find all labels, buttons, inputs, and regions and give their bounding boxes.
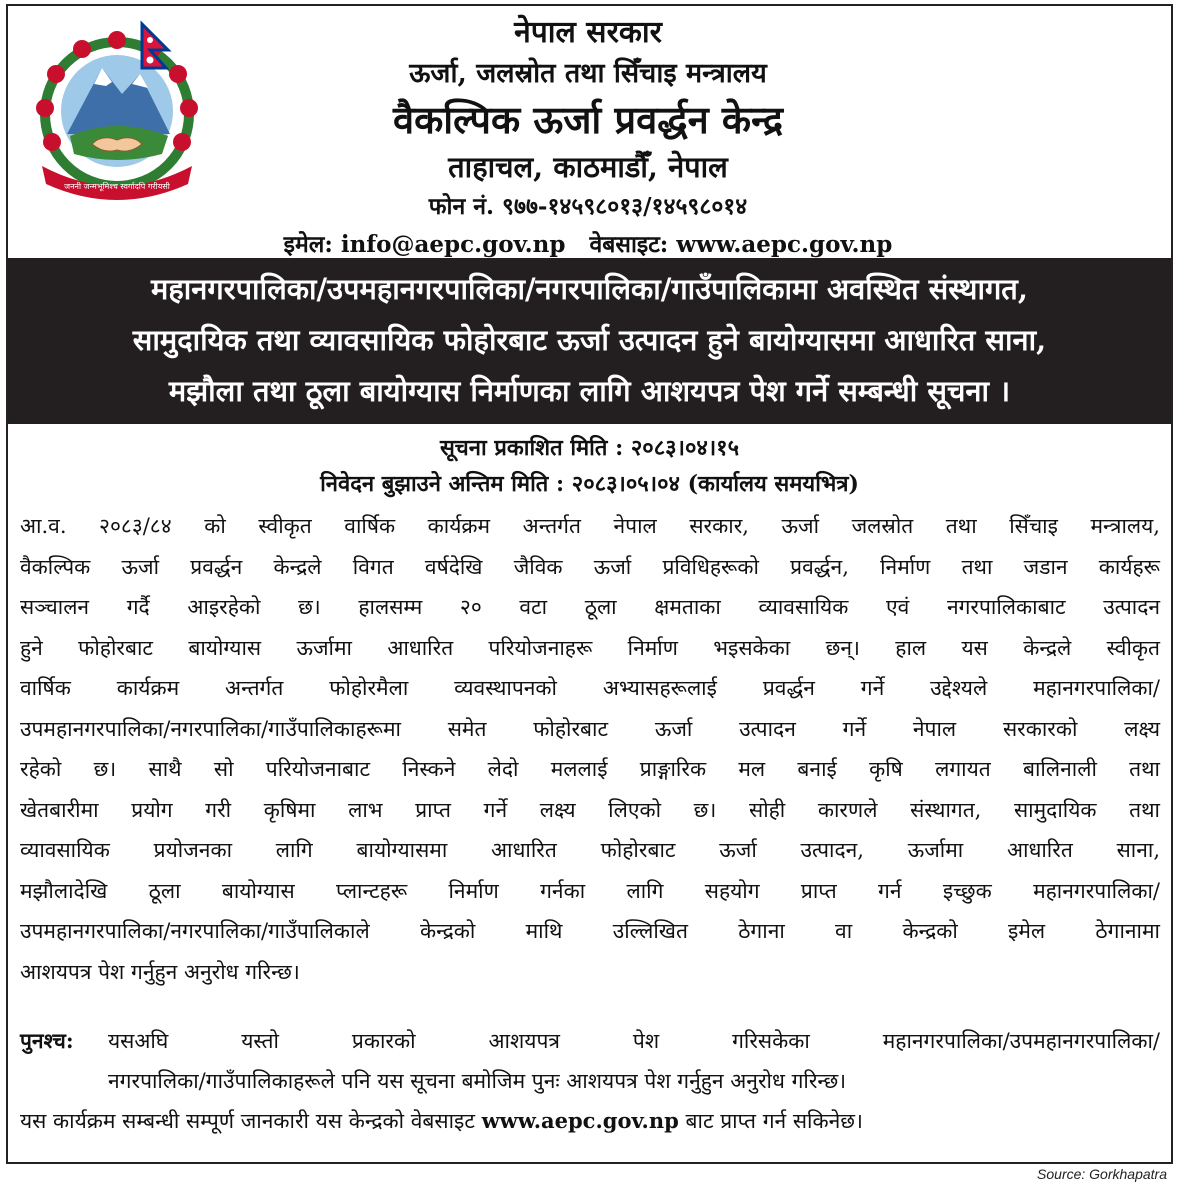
office-title: वैकल्पिक ऊर्जा प्रवर्द्धन केन्द्र bbox=[392, 97, 784, 142]
website-label: वेबसाइट: bbox=[589, 231, 669, 258]
ministry-title: ऊर्जा, जलस्रोत तथा सिँचाइ मन्त्रालय bbox=[409, 58, 767, 89]
body-line: उपमहानगरपालिका/नगरपालिका/गाउँपालिकाले केन्द्रको माथि उल्लिखित ठेगाना वा केन्द्रको इमेल ठेगानामा bbox=[20, 919, 1160, 943]
office-address: ताहाचल, काठमाडौँ, नेपाल bbox=[448, 150, 728, 184]
published-date: सूचना प्रकाशित मिति : २०८३।०४।१५ bbox=[439, 435, 740, 461]
body-line: वैकल्पिक ऊर्जा प्रवर्द्धन केन्द्रले विगत वर्षदेखि जैविक ऊर्जा प्रविधिहरूको प्रवर्द्धन, निर्माण तथा जडान कार्यहरू bbox=[20, 554, 1160, 579]
body-line: आशयपत्र पेश गर्नुहुन अनुरोध गरिन्छ। bbox=[20, 959, 300, 984]
emblem-motto: जननी जन्मभूमिश्च स्वर्गादपि गरीयसी bbox=[64, 182, 170, 191]
phone-number: फोन नं. ९७७-१४५९८०१३/१४५९८०१४ bbox=[428, 193, 748, 220]
email-label: इमेल: bbox=[283, 231, 333, 258]
notice-title-banner bbox=[8, 258, 1171, 424]
body-line: खेतबारीमा प्रयोग गरी कृषिमा लाभ प्राप्त गर्ने लक्ष्य लिएको छ। सोही कारणले संस्थागत, सामुदायिक तथा bbox=[20, 797, 1160, 822]
postscript-label: पुनश्च: bbox=[20, 1028, 74, 1053]
postscript-line: यसअघि यस्तो प्रकारको आशयपत्र पेश गरिसकेका महानगरपालिका/उपमहानगरपालिका/ bbox=[108, 1029, 1160, 1053]
final-website-link[interactable]: www.aepc.gov.np bbox=[481, 1108, 679, 1133]
body-line: हुने फोहोरबाट बायोग्यास ऊर्जामा आधारित परियोजनाहरू निर्माण भइसकेका छन्। हाल यस केन्द्रले स्वीकृत bbox=[20, 635, 1160, 660]
notice-page bbox=[6, 4, 1173, 1164]
body-line: आ.व. २०८३/८४ को स्वीकृत वार्षिक कार्यक्रम अन्तर्गत नेपाल सरकार, ऊर्जा जलस्रोत तथा सिँचाइ मन्त्रालय, bbox=[20, 514, 1160, 538]
nepal-emblem-icon bbox=[22, 16, 212, 206]
banner-line: महानगरपालिका/उपमहानगरपालिका/नगरपालिका/गाउँपालिकामा अवस्थित संस्थागत, bbox=[151, 272, 1028, 306]
banner-line: मझौला तथा ठूला बायोग्यास निर्माणका लागि आशयपत्र पेश गर्ने सम्बन्धी सूचना । bbox=[168, 374, 1011, 408]
banner-line: सामुदायिक तथा व्यावसायिक फोहोरबाट ऊर्जा उत्पादन हुने बायोग्यासमा आधारित साना, bbox=[132, 323, 1047, 357]
header bbox=[228, 12, 948, 264]
final-line bbox=[20, 1101, 1160, 1141]
body-line: सञ्चालन गर्दै आइरहेको छ। हालसम्म २० वटा ठूला क्षमताका व्यावसायिक एवं नगरपालिकाबाट उत्पादन bbox=[20, 595, 1160, 619]
postscript bbox=[20, 1021, 1160, 1101]
final-text: बाट प्राप्त गर्न सकिनेछ। bbox=[685, 1109, 863, 1133]
body-line: रहेको छ। साथै सो परियोजनाबाट निस्कने लेदो मललाई प्राङ्गारिक मल बनाई कृषि लगायत बालिनाली तथा bbox=[20, 757, 1160, 781]
notice-dates bbox=[8, 430, 1171, 502]
final-text: यस कार्यक्रम सम्बन्धी सम्पूर्ण जानकारी यस केन्द्रको वेबसाइट bbox=[20, 1109, 475, 1133]
notice-body bbox=[20, 506, 1160, 992]
body-line: व्यावसायिक प्रयोजनका लागि बायोग्यासमा आधारित फोहोरबाट ऊर्जा उत्पादन, ऊर्जामा आधारित साना, bbox=[20, 838, 1160, 862]
body-line: उपमहानगरपालिका/नगरपालिका/गाउँपालिकाहरूमा समेत फोहोरबाट ऊर्जा उत्पादन गर्ने नेपाल सरकारको लक्ष्य bbox=[20, 716, 1160, 741]
government-title: नेपाल सरकार bbox=[514, 15, 662, 50]
source-credit: Source: Gorkhapatra bbox=[1037, 1166, 1167, 1182]
deadline-date: निवेदन बुझाउने अन्तिम मिति : २०८३।०५।०४ (कार्यालय समयभित्र) bbox=[320, 471, 859, 497]
body-line: मझौलादेखि ठूला बायोग्यास प्लान्टहरू निर्माण गर्नका लागि सहयोग प्राप्त गर्न इच्छुक महानगरपालिका/ bbox=[20, 878, 1160, 903]
body-line: वार्षिक कार्यक्रम अन्तर्गत फोहोरमैला व्यवस्थापनको अभ्यासहरूलाई प्रवर्द्धन गर्ने उद्देश्यले महानगरपालिका/ bbox=[20, 676, 1160, 700]
website-link[interactable]: www.aepc.gov.np bbox=[676, 231, 893, 258]
email-link[interactable]: info@aepc.gov.np bbox=[340, 231, 566, 258]
postscript-line: नगरपालिका/गाउँपालिकाहरूले पनि यस सूचना बमोजिम पुनः आशयपत्र पेश गर्नुहुन अनुरोध गरिन्छ। bbox=[108, 1069, 847, 1093]
